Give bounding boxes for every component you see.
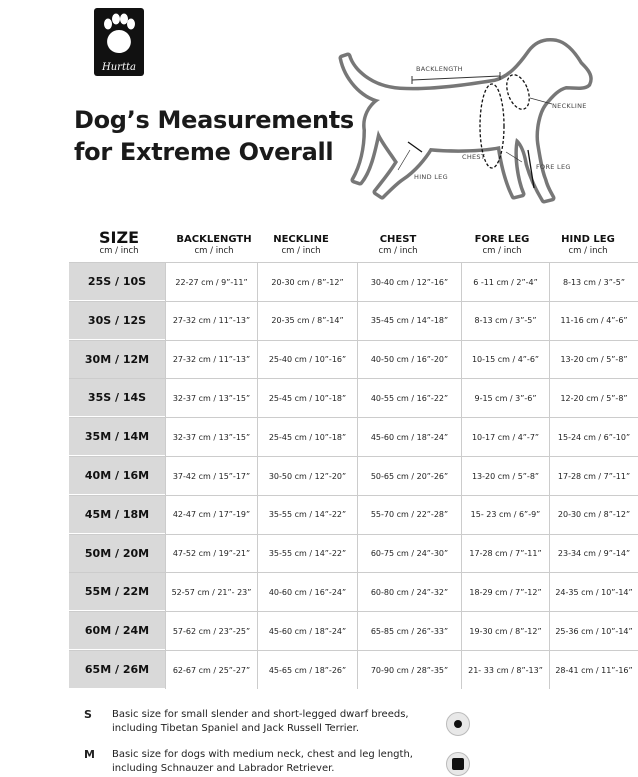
measurement-cell: 10-17 cm / 4”-7”	[461, 418, 549, 456]
size-cell: 45M / 18M	[69, 496, 165, 534]
table-row	[69, 650, 638, 689]
label-hind-leg: HIND LEG	[414, 173, 448, 181]
legend-key: M	[84, 748, 95, 761]
label-backlength: BACKLENGTH	[416, 65, 463, 73]
dog-silhouette-icon	[330, 30, 630, 215]
size-cell: 60M / 24M	[69, 612, 165, 650]
column-header-size: SIZE cm / inch	[98, 228, 139, 256]
measurement-cell: 52-57 cm / 21”- 23”	[165, 573, 257, 611]
label-fore-leg: FORE LEG	[536, 163, 571, 171]
page-title	[74, 104, 374, 168]
legend-text: Basic size for dogs with medium neck, chest and leg length, including Schnauzer and Labrador Retriever.	[112, 749, 413, 774]
measurement-cell: 20-30 cm / 8”-12”	[257, 263, 357, 301]
measurement-cell: 9-15 cm / 3”-6”	[461, 379, 549, 417]
measurement-cell: 45-60 cm / 18”-24”	[257, 612, 357, 650]
size-cell: 30S / 12S	[69, 302, 165, 340]
table-row	[69, 340, 638, 379]
legend-text: Basic size for small slender and short-legged dwarf breeds, including Tibetan Spaniel and Jack Russell Terrier.	[112, 709, 409, 734]
measurement-cell: 47-52 cm / 19”-21”	[165, 535, 257, 573]
label-chest: CHEST	[462, 153, 486, 161]
column-header-backlength: BACKLENGTH cm / inch	[176, 234, 252, 256]
column-header-chest: CHEST cm / inch	[378, 234, 418, 256]
measurement-cell: 6 -11 cm / 2”-4”	[461, 263, 549, 301]
measurement-cell: 19-30 cm / 8”-12”	[461, 612, 549, 650]
measurement-cell: 20-35 cm / 8”-14”	[257, 302, 357, 340]
brand-name: Hurtta	[102, 62, 136, 73]
size-cell: 25S / 10S	[69, 263, 165, 301]
label-neckline: NECKLINE	[552, 102, 587, 110]
measurement-cell: 12-20 cm / 5”-8”	[549, 379, 638, 417]
table-row	[69, 495, 638, 534]
measurement-cell: 10-15 cm / 4”-6”	[461, 341, 549, 379]
measurement-cell: 35-55 cm / 14”-22”	[257, 535, 357, 573]
measurement-cell: 17-28 cm / 7”-11”	[549, 457, 638, 495]
column-header-hind-leg: HIND LEG cm / inch	[561, 234, 615, 256]
size-cell: 50M / 20M	[69, 535, 165, 573]
table-row	[69, 534, 638, 573]
measurement-cell: 13-20 cm / 5”-8”	[549, 341, 638, 379]
measurement-cell: 32-37 cm / 13”-15”	[165, 418, 257, 456]
measurement-cell: 55-70 cm / 22”-28”	[357, 496, 461, 534]
title-line-2: for Extreme Overall	[74, 138, 334, 166]
measurement-cell: 45-60 cm / 18”-24”	[357, 418, 461, 456]
measurement-cell: 22-27 cm / 9”-11”	[165, 263, 257, 301]
measurement-cell: 25-40 cm / 10”-16”	[257, 341, 357, 379]
measurement-cell: 50-65 cm / 20”-26”	[357, 457, 461, 495]
size-cell: 30M / 12M	[69, 341, 165, 379]
medium-neck-icon	[446, 752, 470, 776]
measurement-cell: 8-13 cm / 3”-5”	[461, 302, 549, 340]
size-cell: 65M / 26M	[69, 651, 165, 689]
table-row	[69, 378, 638, 417]
table-row	[69, 417, 638, 456]
table-row	[69, 611, 638, 650]
column-header-fore-leg: FORE LEG cm / inch	[474, 234, 530, 256]
measurement-cell: 30-50 cm / 12”-20”	[257, 457, 357, 495]
title-line-1: Dog’s Measurements	[74, 106, 354, 134]
measurement-cell: 32-37 cm / 13”-15”	[165, 379, 257, 417]
table-row	[69, 301, 638, 340]
size-cell: 35S / 14S	[69, 379, 165, 417]
measurement-cell: 40-55 cm / 16”-22”	[357, 379, 461, 417]
measurement-cell: 15- 23 cm / 6”-9”	[461, 496, 549, 534]
column-header-neckline: NECKLINE cm / inch	[273, 234, 329, 256]
measurement-cell: 8-13 cm / 3”-5”	[549, 263, 638, 301]
measurement-cell: 35-45 cm / 14”-18”	[357, 302, 461, 340]
measurement-cell: 11-16 cm / 4”-6”	[549, 302, 638, 340]
measurement-cell: 60-75 cm / 24”-30”	[357, 535, 461, 573]
table-row	[69, 456, 638, 495]
measurement-cell: 15-24 cm / 6”-10”	[549, 418, 638, 456]
measurement-cell: 27-32 cm / 11”-13”	[165, 341, 257, 379]
size-cell: 55M / 22M	[69, 573, 165, 611]
measurement-cell: 62-67 cm / 25”-27”	[165, 651, 257, 689]
measurement-cell: 20-30 cm / 8”-12”	[549, 496, 638, 534]
measurement-cell: 28-41 cm / 11”-16”	[549, 651, 638, 689]
legend-key: S	[84, 708, 92, 721]
measurement-cell: 70-90 cm / 28”-35”	[357, 651, 461, 689]
table-row	[69, 572, 638, 611]
measurement-cell: 25-45 cm / 10”-18”	[257, 418, 357, 456]
measurement-cell: 24-35 cm / 10”-14”	[549, 573, 638, 611]
table-row	[69, 262, 638, 301]
measurement-cell: 35-55 cm / 14”-22”	[257, 496, 357, 534]
measurement-cell: 13-20 cm / 5”-8”	[461, 457, 549, 495]
small-neck-icon	[446, 712, 470, 736]
measurement-cell: 65-85 cm / 26”-33”	[357, 612, 461, 650]
measurement-cell: 21- 33 cm / 8”-13”	[461, 651, 549, 689]
size-cell: 35M / 14M	[69, 418, 165, 456]
measurement-cell: 25-45 cm / 10”-18”	[257, 379, 357, 417]
measurement-cell: 30-40 cm / 12”-16”	[357, 263, 461, 301]
measurement-cell: 23-34 cm / 9”-14”	[549, 535, 638, 573]
measurement-cell: 18-29 cm / 7”-12”	[461, 573, 549, 611]
measurement-cell: 25-36 cm / 10”-14”	[549, 612, 638, 650]
brand-logo	[94, 8, 144, 76]
dog-measurement-diagram	[330, 30, 630, 215]
measurement-cell: 42-47 cm / 17”-19”	[165, 496, 257, 534]
size-cell: 40M / 16M	[69, 457, 165, 495]
measurement-cell: 40-60 cm / 16”-24”	[257, 573, 357, 611]
measurement-cell: 37-42 cm / 15”-17”	[165, 457, 257, 495]
measurement-cell: 40-50 cm / 16”-20”	[357, 341, 461, 379]
measurement-cell: 17-28 cm / 7”-11”	[461, 535, 549, 573]
measurement-cell: 27-32 cm / 11”-13”	[165, 302, 257, 340]
measurement-cell: 60-80 cm / 24”-32”	[357, 573, 461, 611]
measurement-cell: 45-65 cm / 18”-26”	[257, 651, 357, 689]
measurement-cell: 57-62 cm / 23”-25”	[165, 612, 257, 650]
